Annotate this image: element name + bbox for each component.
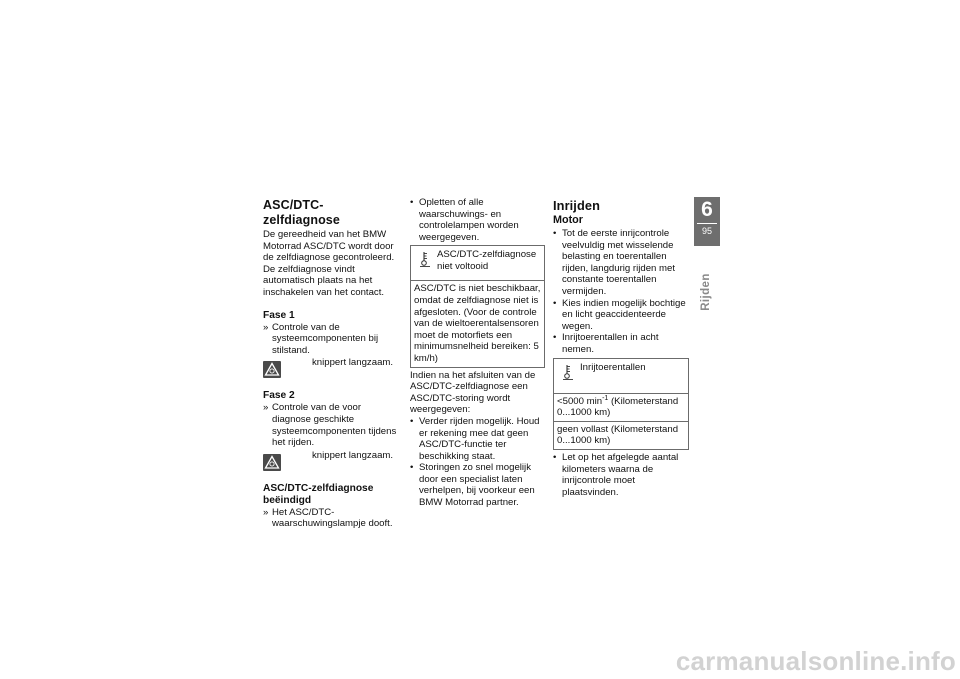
info-box-break-in: [553, 358, 689, 450]
bullet-text: Let op het afgelegde aantal kilometers waarna de inrijcontrole moet plaatsvinden.: [562, 451, 679, 498]
rpm-unit-exponent: -1: [602, 394, 609, 402]
subsection-title-motor: Motor: [553, 214, 583, 226]
chapter-number: 6: [701, 198, 713, 221]
phase1-indicator: [263, 357, 397, 379]
list-item: [553, 228, 689, 298]
step-marker: »: [263, 321, 269, 333]
intro-paragraph: De gereedheid van het BMW Motorrad ASC/DTC wordt door de zelfdiagnose gecontroleerd. De zelfdiagnose vindt automatisch plaats na het inschakelen van het contact.: [263, 229, 395, 298]
phase1-step-text: Controle van de systeemcomponenten bij stilstand.: [272, 321, 379, 356]
fault-paragraph: Indien na het afsluiten van de ASC/DTC-zelfdiagnose een ASC/DTC-storing wordt weergegeven:: [410, 369, 536, 416]
bullet-text: Inrijtoerentallen in acht nemen.: [562, 332, 659, 355]
section-title-inrijden: Inrijden: [553, 198, 601, 213]
list-item: [553, 332, 689, 355]
info-box-title: ASC/DTC-zelfdiagnose niet voltooid: [437, 249, 537, 272]
bullet-text: Kies indien mogelijk bochtige en licht geaccidenteerde wegen.: [562, 297, 686, 332]
ended-step-text: Het ASC/DTC-waarschuwingslampje dooft.: [272, 506, 393, 530]
phase2-heading: Fase 2: [263, 390, 295, 402]
section-title-asc-dtc: ASC/DTC-zelfdiagnose: [263, 198, 340, 227]
bullet-text: Tot de eerste inrijcontrole veelvuldig met wisselende belasting en toerentallen rijden, langdurig rijden met constante toerentallen vermijden.: [562, 228, 676, 297]
bullet-marker: •: [553, 297, 557, 309]
column-3: [553, 197, 689, 498]
rpm-limit-value: <5000 min: [557, 395, 603, 407]
info-box-self-diagnosis: [410, 245, 545, 367]
asc-warning-triangle-icon: [263, 454, 281, 471]
bullet-text: Verder rijden mogelijk. Houd er rekening mee dat geen ASC/DTC-functie ter beschikking staat.: [419, 415, 540, 462]
asc-warning-triangle-icon: [263, 361, 281, 378]
phase1-heading: Fase 1: [263, 309, 295, 321]
bullet-text: Storingen zo snel mogelijk door een specialist laten verhelpen, bij voorkeur een BMW Motorrad partner.: [419, 462, 535, 509]
gauge-icon: [562, 364, 574, 380]
step-marker: »: [263, 506, 269, 518]
chapter-tab: [694, 197, 720, 246]
chapter-side-label-text: Rijden: [700, 273, 713, 311]
bullet-marker: •: [410, 415, 414, 427]
phase2-step: [263, 402, 397, 448]
bullet-text: Opletten of alle waarschuwings- en controlelampen worden weergegeven.: [419, 197, 519, 243]
bullet-marker: •: [553, 332, 557, 344]
list-item: [410, 197, 545, 243]
ended-heading: ASC/DTC-zelfdiagnose beëindigd: [263, 482, 374, 506]
bullet-marker: •: [553, 451, 557, 463]
rpm-limit-row: [554, 394, 688, 421]
rpm-limit-note: (Kilometerstand 0...1000 km): [557, 395, 679, 419]
phase1-step: [263, 322, 397, 357]
load-limit-row: geen vollast (Kilometerstand 0...1000 km): [554, 421, 688, 449]
list-item: [553, 452, 689, 498]
info-box-title: Inrijtoerentallen: [580, 361, 646, 373]
tab-divider: [697, 223, 717, 224]
info-box-body: ASC/DTC is niet beschikbaar, omdat de zelfdiagnose niet is afgesloten. (Voor de controle van de wieltoerentalsensoren moet de motorfiets een minimumsnelheid bereiken: 5 km/h): [414, 283, 541, 364]
list-item: [410, 462, 545, 508]
chapter-side-label: [689, 274, 725, 310]
ended-step: [263, 507, 397, 530]
info-box-header: [554, 359, 688, 394]
list-item: [410, 416, 545, 462]
phase1-indicator-text: knippert langzaam.: [312, 357, 394, 369]
column-2: [410, 197, 545, 509]
gauge-icon: [419, 251, 431, 267]
step-marker: »: [263, 402, 269, 414]
phase2-indicator-text: knippert langzaam.: [312, 449, 394, 461]
bullet-marker: •: [410, 197, 414, 208]
phase2-step-text: Controle van de voor diagnose geschikte systeemcomponenten tijdens het rijden.: [272, 402, 397, 449]
phase2-indicator: [263, 450, 397, 472]
page-number: 95: [701, 226, 712, 236]
list-item: [553, 298, 689, 333]
bullet-marker: •: [410, 462, 414, 474]
info-box-header: [411, 246, 544, 281]
bullet-marker: •: [553, 228, 557, 239]
column-1: [263, 197, 397, 530]
watermark: carmanualsonline.info: [675, 646, 956, 676]
